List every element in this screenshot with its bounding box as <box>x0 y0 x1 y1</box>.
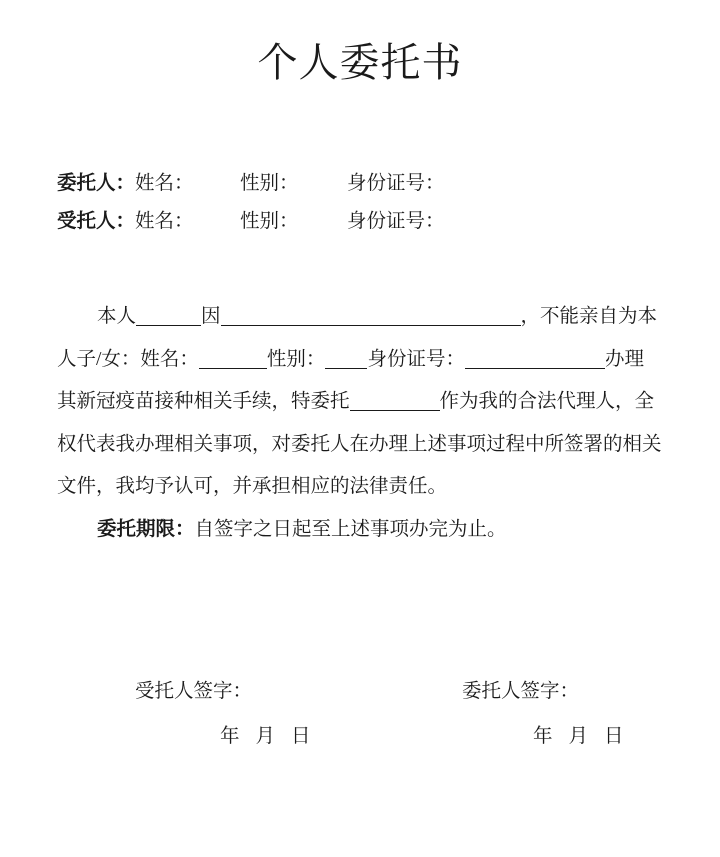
term-line <box>57 509 669 552</box>
body-line-2-seg3: 身份证号： <box>367 348 465 370</box>
document-body <box>57 296 669 551</box>
day-label: 日 <box>291 726 311 747</box>
principal-signature-label: 委托人签字： <box>462 681 580 702</box>
body-line-1 <box>57 296 669 339</box>
trustee-date-line <box>220 724 311 750</box>
blank-underline <box>465 348 605 369</box>
blank-underline <box>325 348 367 369</box>
body-line-2 <box>57 339 669 382</box>
term-text: 自签字之日起至上述事项办完为止。 <box>194 518 507 540</box>
body-line-3 <box>57 381 669 424</box>
month-label: 月 <box>568 726 589 747</box>
blank-underline <box>199 348 267 369</box>
month-label: 月 <box>255 726 276 747</box>
body-line-2-seg2: 性别： <box>266 348 326 370</box>
body-line-4: 权代表我办理相关事项，对委托人在办理上述事项过程中所签署的相关 <box>57 433 662 455</box>
trustee-name-label: 姓名： <box>135 211 194 232</box>
day-label: 日 <box>604 726 624 747</box>
principal-gender-label: 性别： <box>240 173 299 194</box>
body-line-3-post: 作为我的合法代理人，全 <box>439 391 655 412</box>
term-label: 委托期限： <box>97 518 195 540</box>
document-title: 个人委托书 <box>257 40 463 85</box>
body-line-1-post: ，不能亲自为本 <box>520 306 658 327</box>
principal-date-line <box>533 724 624 750</box>
principal-name-label: 姓名： <box>135 173 194 194</box>
trustee-gender-label: 性别： <box>240 211 299 232</box>
body-line-2-seg1: 人子/女：姓名： <box>57 348 199 370</box>
body-line-2-seg4: 办理 <box>604 348 644 370</box>
trustee-signature-label: 受托人签字： <box>135 681 253 702</box>
year-label: 年 <box>220 726 240 747</box>
year-label: 年 <box>533 726 553 747</box>
blank-underline <box>350 391 440 412</box>
blank-underline <box>221 306 521 327</box>
body-line-1-mid: 因 <box>201 306 221 327</box>
blank-underline <box>136 306 201 327</box>
principal-row <box>57 172 680 198</box>
principal-role-label: 委托人： <box>57 173 136 194</box>
trustee-id-label: 身份证号： <box>347 211 445 232</box>
body-line-1-pre: 本人 <box>97 306 137 327</box>
body-line-5: 文件，我均予认可，并承担相应的法律责任。 <box>57 476 448 497</box>
body-line-3-pre: 其新冠疫苗接种相关手续，特委托 <box>57 391 350 412</box>
principal-id-label: 身份证号： <box>347 173 445 194</box>
trustee-row <box>57 210 680 236</box>
trustee-role-label: 受托人： <box>57 211 136 232</box>
